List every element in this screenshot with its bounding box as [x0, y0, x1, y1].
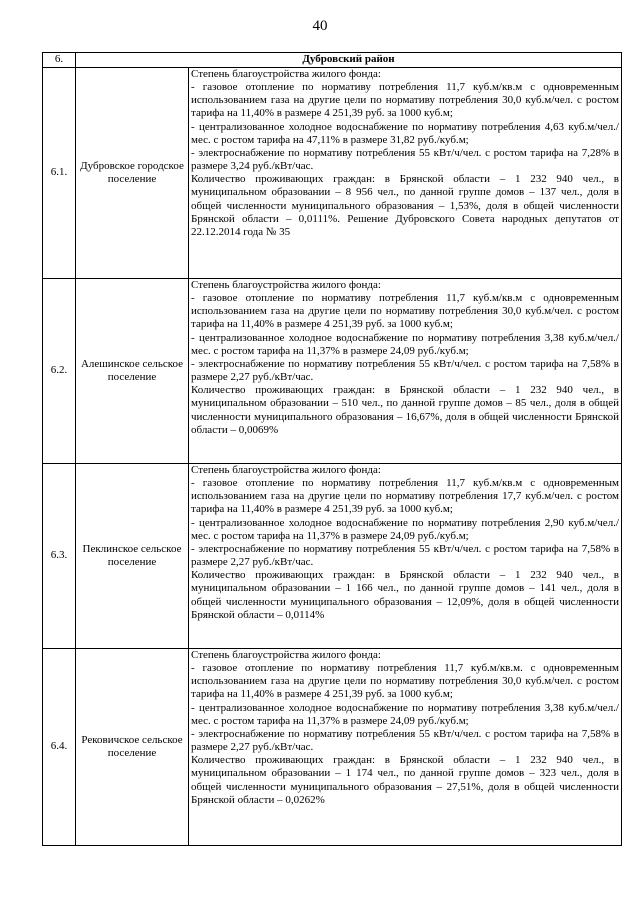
description-line: Количество проживающих граждан: в Брянской области – 1 232 940 чел., в муниципальном образовании – 1 174 чел., по данной группе домов – 323 чел., доля в общей численности муниципального образования – 27,51%, доля в общей численности Брянской области – 0,0262% — [191, 754, 619, 806]
description-line: Степень благоустройства жилого фонда: — [191, 279, 381, 291]
description-line: - электроснабжение по нормативу потребления 55 кВт/ч/чел. с ростом тарифа на 7,58% в размере 2,27 руб./кВт/час. — [191, 542, 619, 569]
row-number: 6.3. — [43, 464, 76, 649]
description-line: - газовое отопление по нормативу потребления 11,7 куб.м/кв.м с одновременным использованием газа на другие цели по нормативу потребления 17,7 куб.м/чел. с ростом тарифа на 11,40% в размере 4 251,39 руб. за 1000 куб.м; — [191, 477, 619, 516]
description-line: Количество проживающих граждан: в Брянской области – 1 232 940 чел., в муниципальном образовании – 1 166 чел., по данной группе домов – 141 чел., доля в общей численности муниципального образования – 12,09%, доля в общей численности Брянской области – 0,0114% — [191, 569, 619, 621]
description-line: - электроснабжение по нормативу потребления 55 кВт/ч/чел. с ростом тарифа на 7,28% в размере 3,24 руб./кВт/час. — [191, 146, 619, 173]
description-line: - централизованное холодное водоснабжение по нормативу потребления 3,38 куб.м/чел./мес. с ростом тарифа на 11,37% в размере 24,09 руб./куб.м; — [191, 331, 619, 357]
settlement-name: Алешинское сельское поселение — [76, 279, 189, 464]
description-line: Степень благоустройства жилого фонда: — [191, 68, 381, 80]
table-row — [43, 68, 622, 279]
description-line: Количество проживающих граждан: в Брянской области – 1 232 940 чел., в муниципальном образовании – 8 956 чел., по данной группе домов – 137 чел., доля в общей численности муниципального образования – 1,53%, доля в общей численности Брянской области – 0,0111%. Решение Дубровского Совета народных депутатов от 22.12.2014 года № 35 — [191, 173, 619, 238]
row-number: 6.1. — [43, 68, 76, 279]
settlement-name: Дубровское городское поселение — [76, 68, 189, 279]
row-description — [189, 649, 622, 846]
description-line: - газовое отопление по нормативу потребления 11,7 куб.м/кв.м с одновременным использованием газа на другие цели по нормативу потребления 30,0 куб.м/чел. с ростом тарифа на 11,40% в размере 4 251,39 руб. за 1000 куб.м; — [191, 81, 619, 120]
row-description — [189, 464, 622, 649]
description-line: - централизованное холодное водоснабжение по нормативу потребления 3,38 куб.м/чел./мес. с ростом тарифа на 11,37% в размере 24,09 руб./куб.м; — [191, 701, 619, 727]
description-line: Количество проживающих граждан: в Брянской области – 1 232 940 чел., в муниципальном образовании – 510 чел., по данной группе домов – 85 чел., доля в общей численности муниципального образования – 16,67%, доля в общей численности Брянской области – 0,0069% — [191, 384, 619, 436]
page-number: 40 — [312, 18, 328, 34]
row-number: 6.2. — [43, 279, 76, 464]
settlement-name: Рековичское сельское поселение — [76, 649, 189, 846]
description-line: Степень благоустройства жилого фонда: — [191, 649, 381, 661]
district-table — [42, 52, 622, 846]
description-line: - централизованное холодное водоснабжение по нормативу потребления 2,90 куб.м/чел./мес. с ростом тарифа на 11,37% в размере 24,09 руб./куб.м; — [191, 516, 619, 542]
section-title: Дубровский район — [76, 53, 622, 68]
row-number: 6.4. — [43, 649, 76, 846]
section-number: 6. — [43, 53, 76, 68]
table-row — [43, 464, 622, 649]
row-description — [189, 68, 622, 279]
table-row — [43, 649, 622, 846]
description-line: - электроснабжение по нормативу потребления 55 кВт/ч/чел. с ростом тарифа на 7,58% в размере 2,27 руб./кВт/час. — [191, 357, 619, 384]
description-line: - газовое отопление по нормативу потребления 11,7 куб.м/кв.м. с одновременным использованием газа на другие цели по нормативу потребления 30,0 куб.м/чел. с ростом тарифа на 11,40% в размере 4 251,39 руб. за 1000 куб.м; — [191, 662, 619, 701]
description-line: - газовое отопление по нормативу потребления 11,7 куб.м/кв.м с одновременным использованием газа на другие цели по нормативу потребления 30,0 куб.м/чел. с ростом тарифа на 11,40% в размере 4 251,39 руб. за 1000 куб.м; — [191, 292, 619, 331]
table-row — [43, 279, 622, 464]
description-line: Степень благоустройства жилого фонда: — [191, 464, 381, 476]
table-header-row — [43, 53, 622, 68]
description-line: - централизованное холодное водоснабжение по нормативу потребления 4,63 куб.м/чел./мес. с ростом тарифа на 47,11% в размере 31,82 руб./куб.м; — [191, 120, 619, 146]
settlement-name: Пеклинское сельское поселение — [76, 464, 189, 649]
description-line: - электроснабжение по нормативу потребления 55 кВт/ч/чел. с ростом тарифа на 7,58% в размере 2,27 руб./кВт/час. — [191, 727, 619, 754]
row-description — [189, 279, 622, 464]
